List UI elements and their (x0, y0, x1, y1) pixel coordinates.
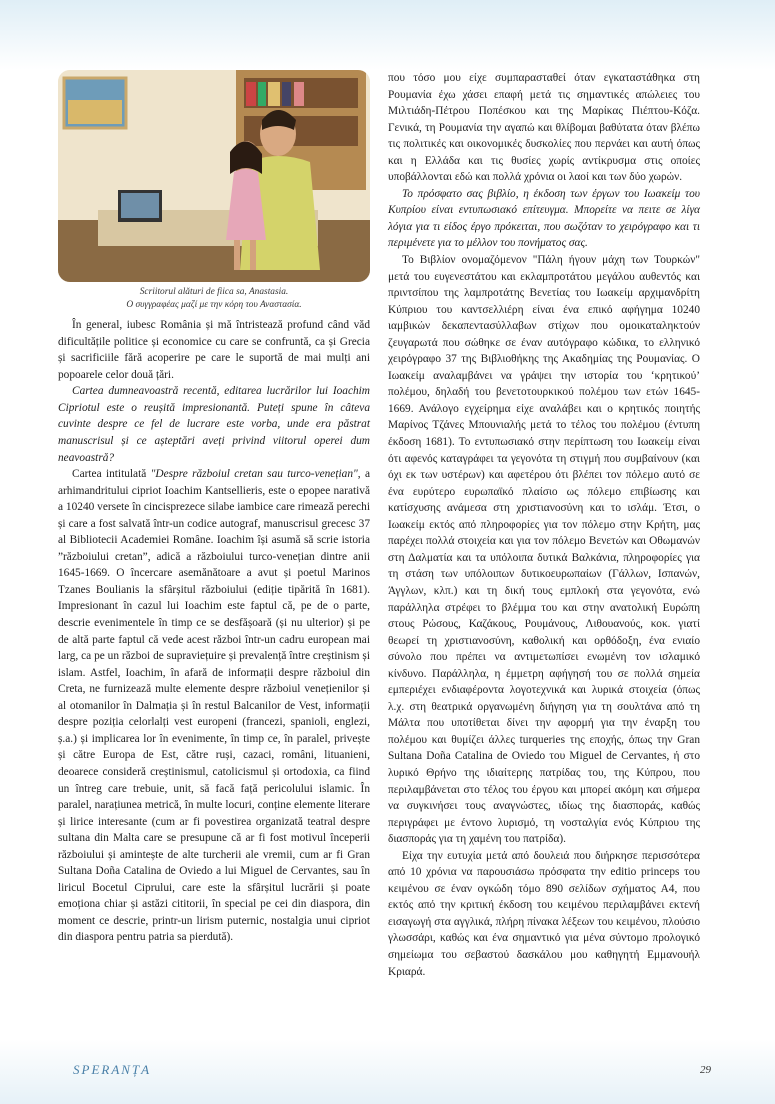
right-article-text (388, 70, 700, 980)
right-paragraph-3: Είχα την ευτυχία μετά από δουλειά που διήρκησε περισσότερα από 10 χρόνια να παρουσιάσω πρόσφατα την editio princeps του κειμένου σε έναν ογκώδη τόμο 890 σελίδων σχήματος Α4, που εκτός από την κριτική έκδοση του κειμένου περιλαμβάνει εκτενή εισαγωγή στα αγγλικά, πλήρη πίνακα λέξεων του κειμένου, πλούσιο γλωσσάρι, καθώς και ένα σημαντικό για μένα σύντομο προλογικό σημείωμα του σεβαστού δασκάλου μου καθηγητή Εμμανουήλ Κριαρά. (388, 849, 700, 978)
caption-romanian: Scriitorul alături de fiica sa, Anastasia. (139, 287, 289, 297)
photo-illustration (58, 70, 370, 282)
left-paragraph-2 (58, 466, 370, 946)
left-paragraph-1: În general, iubesc România și mă întristează profund când văd dificultățile politice și economice cu care se confruntă, ca și Grecia și sacrificiile fără acoperire pe care le suportă de mai mulți ani popoarele celor două țări. (58, 319, 370, 381)
caption-greek: Ο συγγραφέας μαζί με την κόρη του Αναστασία. (126, 299, 302, 310)
right-paragraph-2: Το Βιβλίον ονομαζόμενον "Πάλη ήγουν μάχη των Τουρκών" μετά του ευγενεστάτου και εκλαμπροτάτου μεγάλου αυθεντός και πριντσίπου της λαμπροτάτης Βενετίας του Ιωακείμ αρχιμανδρίτη Κύπριου του καντσελλιέρη είναι ένα επικό αφήγημα 10240 ιαμβικών δεκαπεντασύλλαβων στίχων που ομοικαταληκτούν ζευγαρωτά που σώθηκε σε έναν αυτόγραφο κώδικα, το ελληνικό χειρόγραφο 37 της Βιβλιοθήκης της Ακαδημίας της Ρουμανίας. Ο Ιωακείμ αναλαμβάνει να γράψει την ιστορία του ‘κρητικού’ πολέμου, δηλαδή του βενετοτουρκικού πολέμου των ετών 1645-1669. Ανάλογο εγχείρημα είχε αναλάβει και ο κρητικός ποιητής Μαρίνος Τζάνες Μπουνιαλής μετά το τέλος του πολέμου (έντυπη έκδοση 1681). Το εντυπωσιακό στην περίπτωση του Ιωακείμ είναι ότι αφενός καταγράφει τα γεγονότα τη στιγμή που συμβαίνουν (και όχι εκ των υστέρων) και αφετέρου ότι βλέπει τον πόλεμο αυτό σε ένα ευρύτερο ευρωπαϊκό πλαίσιο ως πόλεμο επιβίωσης και κατίσχυσης ανάμεσα στη χριστιανοσύνη και το ισλάμ. Έτσι, ο Ιωακείμ εκτός από πληροφορίες για τον πόλεμο στην Κρήτη, μας παρέχει πολλά στοιχεία και για τον πόλεμο Βενετών και Οθωμανών στη Δαλματία και τα υπόλοιπα δυτικά Βαλκάνια, πληροφορίες για τη στάση των υπόλοιπων δυτικοευρωπαίων (Γάλλων, Ισπανών, Άγγλων, κλπ.) και τη δική τους εμπλοκή στα γεγονότα, ενώ παράλληλα στρέφει το βλέμμα του και στην ανατολική Ευρώπη στους Ρώσους, Καζάκους, Ρουμάνους, Λιθουανούς, κοκ. γιατί θεωρεί τη χριστιανοσύνη, καθολική και ορθόδοξη, ένα ενιαίο σύνολο που πρέπει να αντιμετωπίσει ενωμένη τον ισλαμικό κίνδυνο. Παράλληλα, η έμμετρη αφήγησή του σε πολλά σημεία εμπεριέχει ενδιαφέροντα λογοτεχνικά και λυρικά στοιχεία (όπως λ.χ. στη θεατρικά οργανωμένη διήγηση για τη σουλτάνα από τη Μάλτα που υποτίθεται δίνει την αφορμή για την έναρξη του πολέμου και θυμίζει άλλες turqueries της εποχής, όπως την Gran Sultana Doña Catalina de Oviedo του Miguel de Cervantes, ή στο λυρικό Θρήνο της ιδιαίτερης πατρίδας του, της Κύπρου, που περιλαμβάνεται στο τέλος του έργου και μπορεί ακόμη και σήμερα να συγκινήσει τους αναγνώστες, ιδίως της διασποράς, καθώς περιγράφει με έντονο λυρισμό, τη νοσταλγία ενός Κύπριου της διασποράς για τη χαμένη του πατρίδα). (388, 254, 700, 846)
right-column (388, 70, 700, 980)
left-column (58, 70, 370, 946)
left-paragraph-2-start: Cartea intitulată (72, 468, 151, 481)
left-paragraph-2-rest: , a arhimandritului cipriot Ioachim Kantsellieris, este o epopee narativă a 10240 versete în cincisprezece silabe iambice care rimează perechi și care a fost salvată într-un codice autograf, manuscrisul grecesc 37 al Bibliotecii Academiei Române. Ioachim își asumă să scrie istoria ”războiului cretan”, adică a războiului turco-venețian dintre anii 1645-1669. O încercare asemănătoare a avut și poetul Marinos Tzanes Boulianis la sfârșitul războiului (ediție tipărită în 1681). Impresionant în cazul lui Ioachim este faptul că, pe de o parte, descrie evenimentele în timp ce se desfășoară (și nu ulterior) și pe de altă parte faptul că vede acest război într-un cadru european mai larg, ca pe un război de supraviețuire și prevalență între creștinism și islam. Astfel, Ioachim, în afară de informații despre războiul din Creta, ne furnizează multe elemente despre războiul venețienilor și al otomanilor în Dalmația și în restul Balcanilor de Vest, informații despre poziția celorlalți vest europeni (francezi, spanioli, englezi, ș.a.) și implicarea lor în evenimente, în timp ce, în paralel, privește și către Europa de Est, către ruși, cazaci, români, lituanieni, deoarece consideră creștinismul, catolicismul și ortodoxia, ca fiind un întreg care trebuie, unit, să facă față pericolului islamic. În paralel, narațiunea metrică, în multe locuri, conține elemente literare și lirice interesante (cum ar fi povestirea organizată teatral despre sultana din Malta care se presupune că ar fi fost motivul începerii războiului și amintește de alte turcherii ale vremii, cum ar fi Gran Sultana Doña Catalina de Oviedo a lui Miguel de Cervantes, sau în liricul Bocetul Ciprului, care este la sfârșitul lucrării și poate emoționa chiar și astăzi cititorii, în special pe cei din diaspora, din moment ce descrie, printr-un lirism puternic, nostalgia unui cipriot din diaspora pentru patria sa pierdută). (58, 468, 370, 944)
right-question: Το πρόσφατο σας βιβλίο, η έκδοση των έργων του Ιωακείμ του Κυπρίου είναι εντυπωσιακό επίτευγμα. Μπορείτε να πειτε σε λίγα λόγια για τι είδος έργο πρόκειται, που σωζόταν το χειρόγραφο και τι περιμένετε για το μέλλον του πονήματος σας. (388, 187, 700, 250)
author-photo (58, 70, 370, 282)
book-title: "Despre războiul cretan sau turco-venețian" (150, 468, 358, 481)
magazine-title: SPERANȚA (73, 1062, 152, 1077)
left-question: Cartea dumneavoastră recentă, editarea lucrărilor lui Ioachim Cipriotul este o reușită impresionantă. Puteți spune în câteva cuvinte despre ce fel de lucrare este vorba, unde era păstrat manuscrisul și ce așteptări aveți privind viitorul operei dum neavoastră? (58, 385, 370, 464)
photo-caption (58, 286, 370, 311)
right-paragraph-1: που τόσο μου είχε συμπαρασταθεί όταν εγκαταστάθηκα στη Ρουμανία έχω χάσει επαφή μετά τις σημαντικές απώλειες του Μιλτιάδη-Πέτρου Ποπέσκου και της Μαρίκας Πιέπτου-Κόζα. Γενικά, τη Ρουμανία την αγαπώ και θλίβομαι βαθύτατα όταν βλέπω τις πολιτικές και οικονομικές δυσκολίες που περνάει και αυτή όπως και η Ελλάδα και τις θυσίες χωρίς αντίκρυσμα στις οποίες υποβάλλονται εδώ και πολλά χρόνια οι λαοί και των δύο χωρών. (388, 72, 700, 184)
left-article-text (58, 317, 370, 946)
page-number: 29 (700, 1064, 711, 1076)
